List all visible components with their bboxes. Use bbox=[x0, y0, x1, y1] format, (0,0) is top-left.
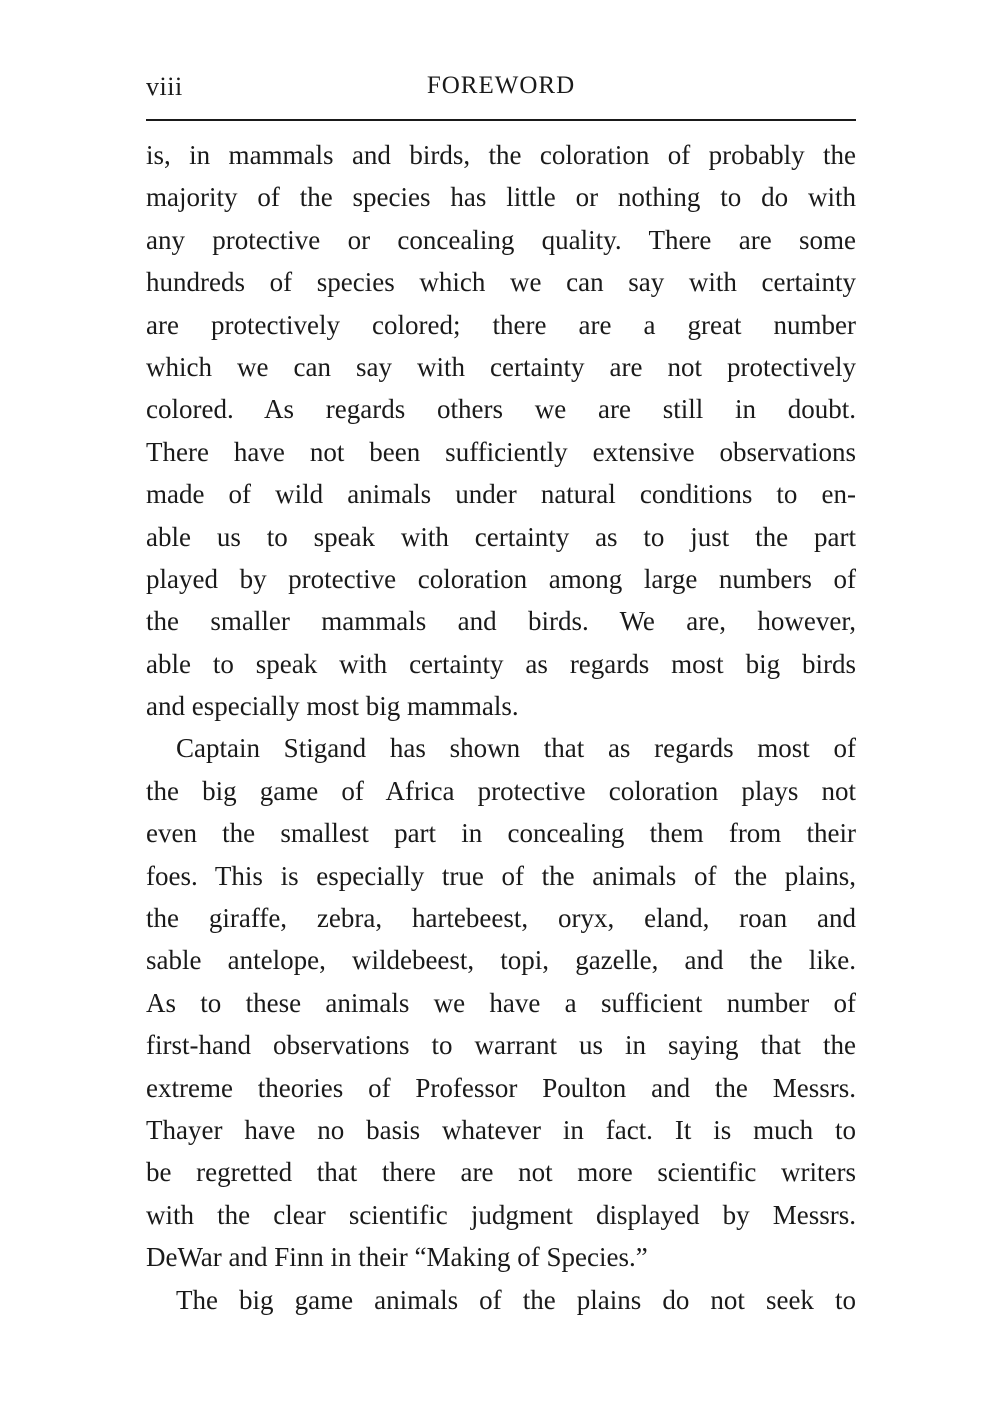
running-title: FOREWORD bbox=[426, 72, 576, 99]
text-line: and especially most big mammals. bbox=[146, 691, 519, 722]
text-line: extreme theories of Professor Poulton and the Messrs. bbox=[146, 1072, 856, 1103]
text-line: even the smallest part in concealing them from their bbox=[146, 818, 856, 849]
text-line: first-hand observations to warrant us in saying that the bbox=[146, 1030, 856, 1061]
text-line: foes. This is especially true of the animals of the plains, bbox=[146, 860, 856, 891]
text-line: which we can say with certainty are not protectively bbox=[146, 351, 856, 382]
text-line: majority of the species has little or nothing to do with bbox=[146, 182, 856, 213]
text-line: is, in mammals and birds, the coloration of probably the bbox=[146, 140, 856, 170]
running-head bbox=[146, 68, 856, 112]
text-line: played by protective coloration among large numbers of bbox=[146, 563, 856, 594]
text-line: sable antelope, wildebeest, topi, gazelle, and the like. bbox=[146, 945, 856, 976]
text-line: able us to speak with certainty as to just the part bbox=[146, 521, 856, 552]
text-line: Captain Stigand has shown that as regards most of bbox=[176, 733, 856, 764]
text-line: DeWar and Finn in their “Making of Species.” bbox=[146, 1242, 648, 1273]
paragraph-big-game bbox=[146, 1279, 856, 1321]
text-line: the big game of Africa protective coloration plays not bbox=[146, 775, 856, 806]
text-line: Thayer have no basis whatever in fact. It is much to bbox=[146, 1114, 856, 1145]
text-line: made of wild animals under natural conditions to en- bbox=[146, 479, 856, 510]
text-line: with the clear scientific judgment displayed by Messrs. bbox=[146, 1199, 856, 1230]
text-line: the smaller mammals and birds. We are, however, bbox=[146, 606, 856, 637]
paragraph-continued bbox=[146, 134, 856, 727]
text-line: any protective or concealing quality. There are some bbox=[146, 224, 856, 255]
text-line: hundreds of species which we can say with certainty bbox=[146, 267, 856, 298]
header-rule bbox=[146, 119, 856, 121]
text-line: The big game animals of the plains do not seek to bbox=[176, 1284, 856, 1315]
text-line: As to these animals we have a sufficient number of bbox=[146, 987, 856, 1018]
page-number: viii bbox=[146, 72, 183, 101]
text-line: able to speak with certainty as regards most big birds bbox=[146, 648, 856, 679]
text-line: colored. As regards others we are still in doubt. bbox=[146, 394, 856, 425]
text-line: the giraffe, zebra, hartebeest, oryx, eland, roan and bbox=[146, 903, 856, 934]
body-text bbox=[146, 134, 856, 1321]
text-line: There have not been sufficiently extensive observations bbox=[146, 436, 856, 467]
paragraph-stigand bbox=[146, 727, 856, 1278]
text-line: are protectively colored; there are a great number bbox=[146, 309, 856, 340]
text-line: be regretted that there are not more scientific writers bbox=[146, 1157, 856, 1188]
